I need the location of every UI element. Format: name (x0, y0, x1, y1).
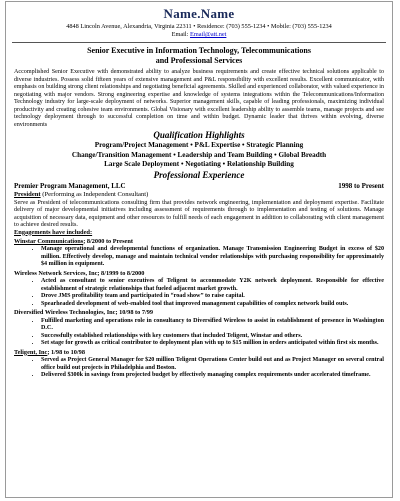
bullet-item: • Successfully established relationships with key customers that included Teligent, Winstar and others. (41, 333, 384, 340)
headline (14, 46, 384, 65)
bullet-item: • Fulfilled marketing and operations role in consultancy to Diversified Wireless to assist in establishment of presence in Washington D.C. (41, 318, 384, 333)
client-bullets (14, 278, 384, 308)
email-line (14, 31, 384, 39)
client-name: Diversified Wireless Technologies, Inc (14, 309, 116, 317)
candidate-name: Name.Name (163, 6, 235, 21)
bullet-item: • Served as Project General Manager for $20 million Teligent Operations Center build out and as Project Manager on several central office build out projects in Philadelphia and Boston. (41, 357, 384, 372)
bullet-item: • Manage operational and developmental functions of organization. Manage Transmission Engineering Budget in excess of $20 million. Effectively develop, manage and maintain technical vendor relationships with purchasing responsibility for approximately $4 million in equipment. (41, 246, 384, 268)
job-dates: 1998 to Present (338, 182, 384, 191)
client-bullets (14, 318, 384, 348)
client-dates: ; 10/98 to 7/99 (115, 309, 154, 317)
client-heading (14, 270, 384, 279)
client-name: Winstar Communications (14, 237, 84, 245)
client-heading (14, 349, 384, 358)
client-heading (14, 309, 384, 318)
highlights-row: Change/Transition Management • Leadership and Team Building • Global Breadth (71, 150, 327, 159)
email-link[interactable]: Email@att.net (189, 31, 227, 38)
header-divider (12, 42, 386, 43)
role-note: (Performing as Independent Consultant) (40, 190, 149, 198)
client-bullets (14, 357, 384, 379)
client-dates: ; 8/2000 to Present (83, 237, 133, 245)
headline-line-1: Senior Executive in Information Technology, Telecommunications (87, 46, 311, 55)
job-description: Serve as President of telecommunications consulting firm that provides network engineering, implementation and deployment expertise. Facilitate delivery of major developmental initiatives including assessment of requirements through to implementation and testing of solutions. Manage acquisition of necessary data, equipment and other resources to fulfill needs of each engagement in addition to collaborating with client management to achieve desired results. (14, 198, 384, 229)
client-dates: ; 1/98 to 10/98 (47, 348, 85, 356)
bullet-item: • Drove JMS profitability team and participated in “road show” to raise capital. (41, 293, 384, 300)
summary-paragraph: Accomplished Senior Executive with demonstrated ability to analyze business requirements and create effective technical solutions applicable to diverse industries. Possess solid fifteen years of extensive management and P&L responsibility with excellent results. Excellent communicator, with emphasis on building strong client relationships and negotiating beneficial agreements. Skilled and experienced collaborator, with valued experience in negotiating with major vendors. Strong engineering expertise and knowledge of systems integrations within the Telecommunications/Information Technology industry for large-scale deployment of networks. Superior management skills, capable of leading professionals, maximizing individual productivity and creating cohesive team environments. Global Visionary with excellent leadership ability to assemble teams, manage projects and see technology deployment through to successful completion on time and within budget. Dynamic leader that thrives within evolving, diverse environments (14, 69, 384, 128)
job-role (14, 191, 384, 199)
headline-line-2: and Professional Services (155, 55, 243, 65)
engagements-title: Engagements have included: (14, 228, 93, 236)
experience-title: Professional Experience (153, 170, 245, 181)
company-name: Premier Program Management, LLC (14, 182, 126, 191)
contact-line: 4848 Lincoln Avenue, Alexandria, Virginia 22311 • Residence: (703) 555-1234 • Mobile: (703) 555-1234 (66, 23, 332, 30)
bullet-item: • Acted as consultant to senior executives of Teligent to accommodate Y2K network deployment. Responsible for effective establishment of strategic relationships that fueled adjacent market growth. (41, 278, 384, 293)
highlights-row: Large Scale Deployment • Negotiating • Relationship Building (104, 159, 294, 168)
resume-page (5, 1, 393, 498)
role-title: President (14, 190, 41, 198)
client-dates: ; 8/1999 to 8/2000 (97, 269, 145, 277)
bullet-item: • Set stage for growth as critical contributor to deployment plan with up to $15 million in orders anticipated within first six months. (41, 340, 384, 347)
highlights-row: Program/Project Management • P&L Expertise • Strategic Planning (94, 141, 304, 150)
client-bullets (14, 246, 384, 268)
email-label: Email: (171, 31, 190, 38)
job-header (14, 182, 384, 191)
bullet-item: • Spearheaded development of web-enabled tool that improved management capabilities of complex network build outs. (41, 301, 384, 308)
client-name: Teligent, Inc (14, 348, 48, 356)
highlights-title: Qualification Highlights (153, 130, 245, 141)
bullet-item: • Delivered $300k in savings from projected budget by effectively managing complex requirements under accelerated timeframe. (41, 372, 384, 379)
client-name: Wireless Network Services, Inc (14, 269, 98, 277)
